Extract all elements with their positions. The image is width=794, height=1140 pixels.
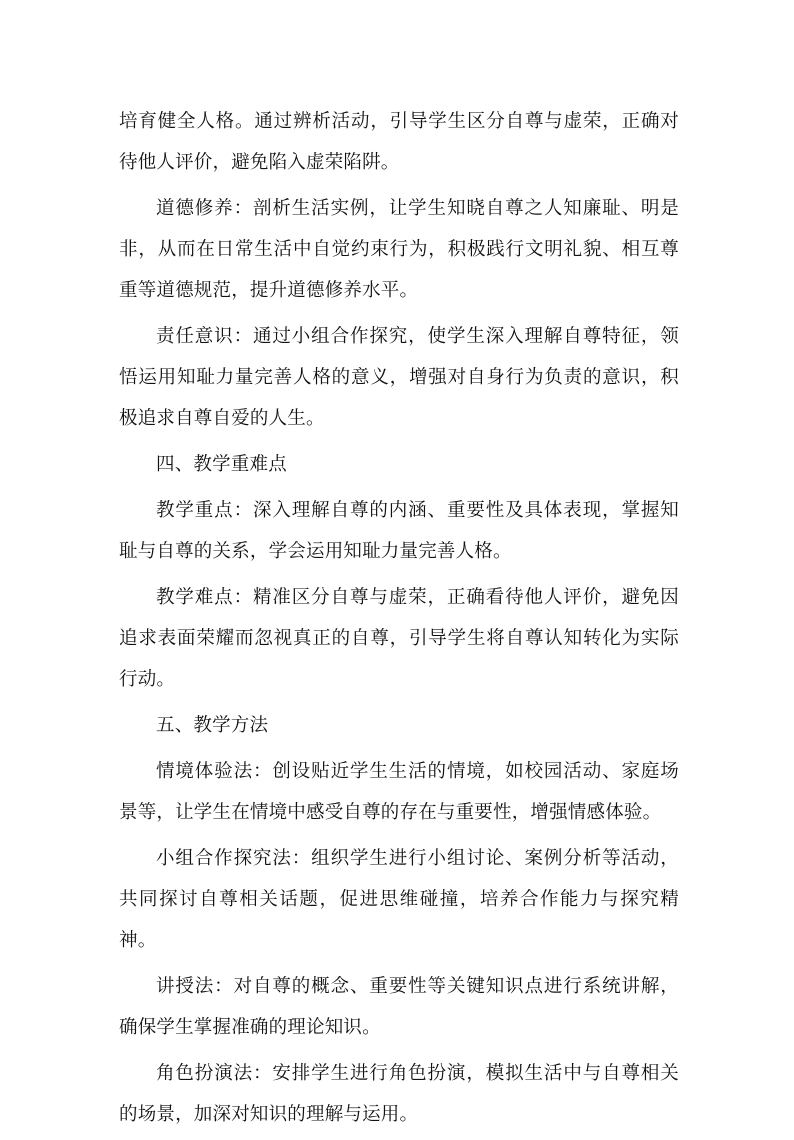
paragraph-text: 剖析生活实例，让学生知晓自尊之人知廉耻、明是非，从而在日常生活中自觉约束行为，积极践行文明礼貌、相互尊重等道德规范，提升道德修养水平。 — [119, 198, 679, 301]
paragraph-label: 小组合作探究法： — [156, 848, 312, 869]
section-heading-key-points — [119, 444, 679, 485]
paragraph-text: 创设贴近学生生活的情境，如校园活动、家庭场景等，让学生在情境中感受自尊的存在与重要性，增强情感体验。 — [119, 761, 680, 823]
paragraph-text: 对自尊的概念、重要性等关键知识点进行系统讲解，确保学生掌握准确的理论知识。 — [119, 976, 679, 1038]
paragraph-label: 讲授法： — [156, 976, 234, 997]
paragraph-group-inquiry-method — [119, 838, 679, 961]
paragraph-text: 组织学生进行小组讨论、案例分析等活动，共同探讨自尊相关话题，促进思维碰撞，培养合作能力与探究精神。 — [119, 848, 679, 951]
paragraph-label: 情境体验法： — [156, 761, 273, 782]
paragraph-label: 道德修养： — [156, 198, 253, 219]
paragraph-lecture-method — [119, 966, 679, 1048]
paragraph-moral-cultivation — [119, 188, 679, 311]
document-body — [119, 101, 679, 1140]
paragraph-teaching-focus — [119, 490, 679, 572]
paragraph-text: 安排学生进行角色扮演，模拟生活中与自尊相关的场景，加深对知识的理解与运用。 — [119, 1063, 680, 1125]
section-heading-methods — [119, 705, 679, 746]
paragraph-label: 教学重点： — [156, 500, 253, 521]
paragraph-situational-method — [119, 751, 679, 833]
paragraph-text: 培育健全人格。通过辨析活动，引导学生区分自尊与虚荣，正确对待他人评价，避免陷入虚荣陷阱。 — [119, 111, 679, 173]
paragraph-label: 角色扮演法： — [156, 1063, 273, 1084]
heading-text: 五、教学方法 — [156, 715, 269, 736]
paragraph-text: 深入理解自尊的内涵、重要性及具体表现，掌握知耻与自尊的关系，学会运用知耻力量完善人格。 — [119, 500, 679, 562]
paragraph-text: 精准区分自尊与虚荣，正确看待他人评价，避免因追求表面荣耀而忽视真正的自尊，引导学生将自尊认知转化为实际行动。 — [119, 587, 679, 690]
paragraph-personality — [119, 101, 679, 183]
heading-text: 四、教学重难点 — [156, 454, 287, 475]
paragraph-text: 通过小组合作探究，使学生深入理解自尊特征，领悟运用知耻力量完善人格的意义，增强对自身行为负责的意识，积极追求自尊自爱的人生。 — [119, 326, 679, 429]
paragraph-responsibility — [119, 316, 679, 439]
paragraph-label: 责任意识： — [156, 326, 253, 347]
paragraph-teaching-difficulty — [119, 577, 679, 700]
paragraph-label: 教学难点： — [156, 587, 253, 608]
